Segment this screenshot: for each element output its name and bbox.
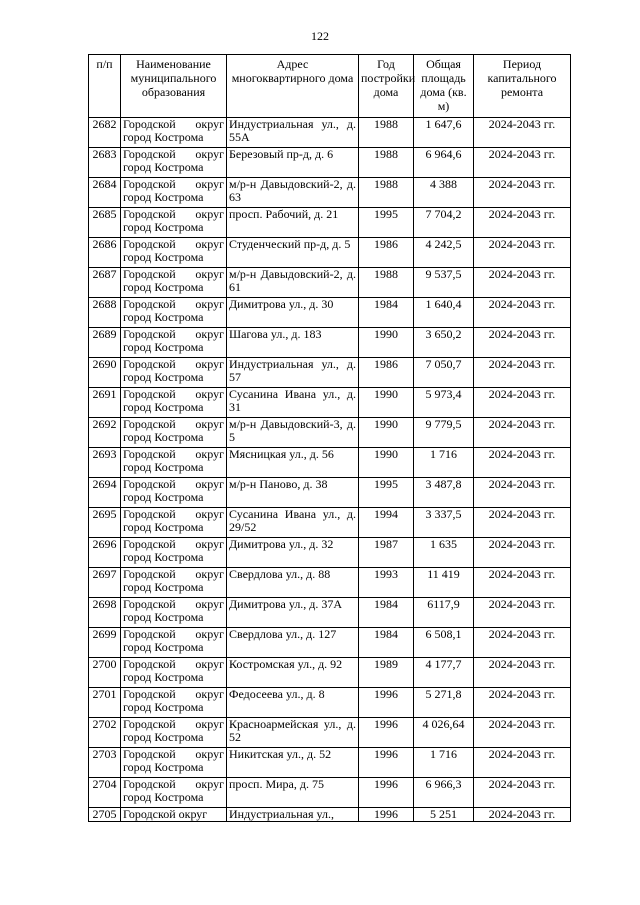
address-cell: м/р-н Давыдовский-3, д. 5 xyxy=(227,418,359,448)
row-number: 2688 xyxy=(89,298,121,328)
total-area-cell: 5 251 xyxy=(414,808,474,822)
repair-period-cell: 2024-2043 гг. xyxy=(474,448,571,478)
header-period: Период капитального ремонта xyxy=(474,55,571,118)
repair-period-cell: 2024-2043 гг. xyxy=(474,178,571,208)
total-area-cell: 6 964,6 xyxy=(414,148,474,178)
municipality-cell: Городской округ xyxy=(121,808,227,822)
repair-period-cell: 2024-2043 гг. xyxy=(474,688,571,718)
total-area-cell: 6117,9 xyxy=(414,598,474,628)
row-number: 2691 xyxy=(89,388,121,418)
municipality-cell: Городской округ город Кострома xyxy=(121,748,227,778)
total-area-cell: 6 508,1 xyxy=(414,628,474,658)
address-cell: просп. Рабочий, д. 21 xyxy=(227,208,359,238)
repair-period-cell: 2024-2043 гг. xyxy=(474,628,571,658)
build-year-cell: 1996 xyxy=(359,778,414,808)
build-year-cell: 1987 xyxy=(359,538,414,568)
municipality-cell: Городской округ город Кострома xyxy=(121,178,227,208)
table-row xyxy=(89,568,571,598)
address-cell: Димитрова ул., д. 30 xyxy=(227,298,359,328)
table-body xyxy=(89,118,571,822)
table-row xyxy=(89,508,571,538)
total-area-cell: 7 704,2 xyxy=(414,208,474,238)
municipality-cell: Городской округ город Кострома xyxy=(121,238,227,268)
repair-period-cell: 2024-2043 гг. xyxy=(474,748,571,778)
address-cell: м/р-н Давыдовский-2, д. 61 xyxy=(227,268,359,298)
total-area-cell: 4 388 xyxy=(414,178,474,208)
header-year: Год постройки дома xyxy=(359,55,414,118)
build-year-cell: 1988 xyxy=(359,148,414,178)
address-cell: Димитрова ул., д. 37А xyxy=(227,598,359,628)
table-row xyxy=(89,658,571,688)
build-year-cell: 1996 xyxy=(359,808,414,822)
repair-period-cell: 2024-2043 гг. xyxy=(474,358,571,388)
row-number: 2692 xyxy=(89,418,121,448)
table-row xyxy=(89,448,571,478)
table-row xyxy=(89,388,571,418)
build-year-cell: 1996 xyxy=(359,718,414,748)
total-area-cell: 1 647,6 xyxy=(414,118,474,148)
header-municipality: Наименование муниципального образования xyxy=(121,55,227,118)
repair-period-cell: 2024-2043 гг. xyxy=(474,388,571,418)
row-number: 2699 xyxy=(89,628,121,658)
repair-period-cell: 2024-2043 гг. xyxy=(474,208,571,238)
header-address: Адрес многоквартирного дома xyxy=(227,55,359,118)
repair-period-cell: 2024-2043 гг. xyxy=(474,508,571,538)
address-cell: Костромская ул., д. 92 xyxy=(227,658,359,688)
total-area-cell: 3 337,5 xyxy=(414,508,474,538)
header-area: Общая площадь дома (кв. м) xyxy=(414,55,474,118)
repair-period-cell: 2024-2043 гг. xyxy=(474,538,571,568)
row-number: 2694 xyxy=(89,478,121,508)
repair-period-cell: 2024-2043 гг. xyxy=(474,298,571,328)
row-number: 2696 xyxy=(89,538,121,568)
row-number: 2702 xyxy=(89,718,121,748)
table-header-row xyxy=(89,55,571,118)
build-year-cell: 1988 xyxy=(359,118,414,148)
municipality-cell: Городской округ город Кострома xyxy=(121,718,227,748)
table-row xyxy=(89,298,571,328)
municipality-cell: Городской округ город Кострома xyxy=(121,388,227,418)
row-number: 2682 xyxy=(89,118,121,148)
municipality-cell: Городской округ город Кострома xyxy=(121,418,227,448)
address-cell: Студенческий пр-д, д. 5 xyxy=(227,238,359,268)
repair-period-cell: 2024-2043 гг. xyxy=(474,808,571,822)
table-row xyxy=(89,358,571,388)
municipality-cell: Городской округ город Кострома xyxy=(121,658,227,688)
repair-period-cell: 2024-2043 гг. xyxy=(474,118,571,148)
municipality-cell: Городской округ город Кострома xyxy=(121,448,227,478)
municipality-cell: Городской округ город Кострома xyxy=(121,508,227,538)
row-number: 2697 xyxy=(89,568,121,598)
build-year-cell: 1984 xyxy=(359,298,414,328)
page-number: 122 xyxy=(311,29,329,43)
build-year-cell: 1989 xyxy=(359,658,414,688)
municipality-cell: Городской округ город Кострома xyxy=(121,268,227,298)
address-cell: Димитрова ул., д. 32 xyxy=(227,538,359,568)
build-year-cell: 1984 xyxy=(359,628,414,658)
build-year-cell: 1990 xyxy=(359,328,414,358)
table-row xyxy=(89,778,571,808)
municipality-cell: Городской округ город Кострома xyxy=(121,628,227,658)
table-row xyxy=(89,718,571,748)
repair-period-cell: 2024-2043 гг. xyxy=(474,268,571,298)
row-number: 2693 xyxy=(89,448,121,478)
total-area-cell: 1 716 xyxy=(414,748,474,778)
build-year-cell: 1988 xyxy=(359,268,414,298)
total-area-cell: 9 537,5 xyxy=(414,268,474,298)
total-area-cell: 6 966,3 xyxy=(414,778,474,808)
repair-period-cell: 2024-2043 гг. xyxy=(474,778,571,808)
row-number: 2687 xyxy=(89,268,121,298)
build-year-cell: 1988 xyxy=(359,178,414,208)
total-area-cell: 5 271,8 xyxy=(414,688,474,718)
table-row xyxy=(89,328,571,358)
row-number: 2686 xyxy=(89,238,121,268)
repair-period-cell: 2024-2043 гг. xyxy=(474,568,571,598)
total-area-cell: 11 419 xyxy=(414,568,474,598)
row-number: 2698 xyxy=(89,598,121,628)
table-row xyxy=(89,268,571,298)
build-year-cell: 1995 xyxy=(359,478,414,508)
table-row xyxy=(89,688,571,718)
address-cell: Сусанина Ивана ул., д. 29/52 xyxy=(227,508,359,538)
total-area-cell: 1 640,4 xyxy=(414,298,474,328)
total-area-cell: 7 050,7 xyxy=(414,358,474,388)
municipality-cell: Городской округ город Кострома xyxy=(121,598,227,628)
build-year-cell: 1986 xyxy=(359,358,414,388)
table-row xyxy=(89,748,571,778)
table-row xyxy=(89,598,571,628)
repair-period-cell: 2024-2043 гг. xyxy=(474,418,571,448)
total-area-cell: 3 487,8 xyxy=(414,478,474,508)
municipality-cell: Городской округ город Кострома xyxy=(121,538,227,568)
table-row xyxy=(89,808,571,822)
build-year-cell: 1990 xyxy=(359,418,414,448)
build-year-cell: 1995 xyxy=(359,208,414,238)
build-year-cell: 1993 xyxy=(359,568,414,598)
build-year-cell: 1996 xyxy=(359,688,414,718)
address-cell: Индустриальная ул., д. 55А xyxy=(227,118,359,148)
total-area-cell: 4 177,7 xyxy=(414,658,474,688)
build-year-cell: 1996 xyxy=(359,748,414,778)
table-row xyxy=(89,418,571,448)
table-row xyxy=(89,118,571,148)
repair-period-cell: 2024-2043 гг. xyxy=(474,598,571,628)
repair-period-cell: 2024-2043 гг. xyxy=(474,658,571,688)
row-number: 2683 xyxy=(89,148,121,178)
build-year-cell: 1994 xyxy=(359,508,414,538)
address-cell: м/р-н Паново, д. 38 xyxy=(227,478,359,508)
row-number: 2689 xyxy=(89,328,121,358)
build-year-cell: 1984 xyxy=(359,598,414,628)
table-row xyxy=(89,478,571,508)
row-number: 2684 xyxy=(89,178,121,208)
municipality-cell: Городской округ город Кострома xyxy=(121,208,227,238)
municipality-cell: Городской округ город Кострома xyxy=(121,118,227,148)
table-row xyxy=(89,628,571,658)
municipality-cell: Городской округ город Кострома xyxy=(121,298,227,328)
build-year-cell: 1990 xyxy=(359,388,414,418)
repair-period-cell: 2024-2043 гг. xyxy=(474,328,571,358)
repair-period-cell: 2024-2043 гг. xyxy=(474,238,571,268)
address-cell: Березовый пр-д, д. 6 xyxy=(227,148,359,178)
row-number: 2701 xyxy=(89,688,121,718)
address-cell: Свердлова ул., д. 88 xyxy=(227,568,359,598)
address-cell: Красноармейская ул., д. 52 xyxy=(227,718,359,748)
row-number: 2695 xyxy=(89,508,121,538)
address-cell: Мясницкая ул., д. 56 xyxy=(227,448,359,478)
table-row xyxy=(89,208,571,238)
repair-period-cell: 2024-2043 гг. xyxy=(474,148,571,178)
address-cell: Индустриальная ул., д. 57 xyxy=(227,358,359,388)
total-area-cell: 3 650,2 xyxy=(414,328,474,358)
address-cell: Сусанина Ивана ул., д. 31 xyxy=(227,388,359,418)
municipality-cell: Городской округ город Кострома xyxy=(121,778,227,808)
address-cell: Свердлова ул., д. 127 xyxy=(227,628,359,658)
address-cell: просп. Мира, д. 75 xyxy=(227,778,359,808)
row-number: 2700 xyxy=(89,658,121,688)
total-area-cell: 4 242,5 xyxy=(414,238,474,268)
address-cell: Федосеева ул., д. 8 xyxy=(227,688,359,718)
address-cell: Никитская ул., д. 52 xyxy=(227,748,359,778)
repair-period-cell: 2024-2043 гг. xyxy=(474,718,571,748)
total-area-cell: 4 026,64 xyxy=(414,718,474,748)
row-number: 2690 xyxy=(89,358,121,388)
row-number: 2703 xyxy=(89,748,121,778)
municipality-cell: Городской округ город Кострома xyxy=(121,688,227,718)
build-year-cell: 1986 xyxy=(359,238,414,268)
address-cell: Индустриальная ул., xyxy=(227,808,359,822)
row-number: 2705 xyxy=(89,808,121,822)
table-row xyxy=(89,238,571,268)
table-row xyxy=(89,178,571,208)
municipality-cell: Городской округ город Кострома xyxy=(121,328,227,358)
total-area-cell: 9 779,5 xyxy=(414,418,474,448)
municipality-cell: Городской округ город Кострома xyxy=(121,148,227,178)
address-cell: м/р-н Давыдовский-2, д. 63 xyxy=(227,178,359,208)
build-year-cell: 1990 xyxy=(359,448,414,478)
table-row xyxy=(89,538,571,568)
municipality-cell: Городской округ город Кострома xyxy=(121,478,227,508)
repair-period-cell: 2024-2043 гг. xyxy=(474,478,571,508)
table-row xyxy=(89,148,571,178)
housing-registry-table xyxy=(88,54,571,822)
total-area-cell: 5 973,4 xyxy=(414,388,474,418)
row-number: 2704 xyxy=(89,778,121,808)
municipality-cell: Городской округ город Кострома xyxy=(121,568,227,598)
total-area-cell: 1 716 xyxy=(414,448,474,478)
header-num: п/п xyxy=(89,55,121,118)
address-cell: Шагова ул., д. 183 xyxy=(227,328,359,358)
municipality-cell: Городской округ город Кострома xyxy=(121,358,227,388)
row-number: 2685 xyxy=(89,208,121,238)
total-area-cell: 1 635 xyxy=(414,538,474,568)
